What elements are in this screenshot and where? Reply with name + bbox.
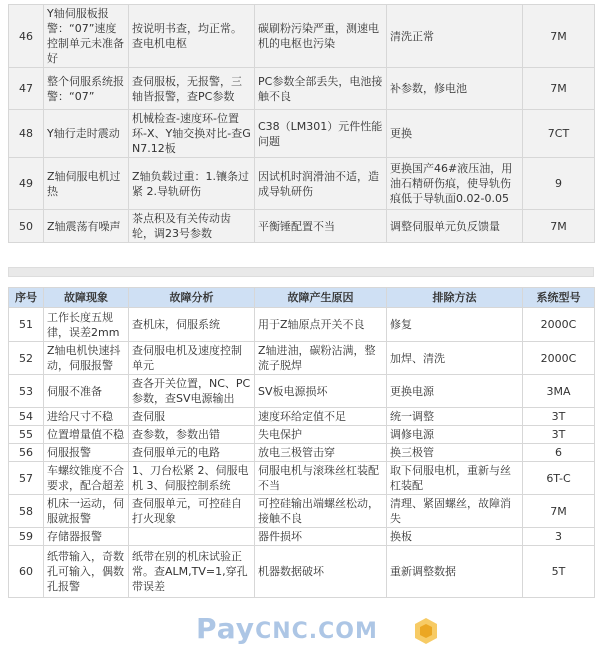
table-row bbox=[9, 528, 595, 546]
header-analysis: 故障分析 bbox=[129, 288, 255, 308]
row-model: 3T bbox=[523, 426, 595, 444]
row-fix: 取下伺服电机，重新与丝杠装配 bbox=[387, 462, 523, 495]
table-row bbox=[9, 444, 595, 462]
row-fix: 重新调整数据 bbox=[387, 546, 523, 598]
row-model: 6 bbox=[523, 444, 595, 462]
row-num: 59 bbox=[9, 528, 44, 546]
section-divider-bar bbox=[8, 267, 594, 277]
table-row bbox=[9, 375, 595, 408]
row-fix: 调修电源 bbox=[387, 426, 523, 444]
row-cause: 碳刷粉污染严重，测速电机的电枢也污染 bbox=[255, 5, 387, 68]
row-cause: 机器数据破坏 bbox=[255, 546, 387, 598]
table-header-row bbox=[9, 288, 595, 308]
row-model: 2000C bbox=[523, 342, 595, 375]
row-num: 60 bbox=[9, 546, 44, 598]
table-row bbox=[9, 68, 595, 110]
row-num: 52 bbox=[9, 342, 44, 375]
row-model: 7M bbox=[523, 5, 595, 68]
fault-table-main bbox=[8, 287, 595, 598]
table-row bbox=[9, 546, 595, 598]
row-cause: 速度环给定值不足 bbox=[255, 408, 387, 426]
row-model: 7M bbox=[523, 68, 595, 110]
row-fix: 清理、紧固螺丝，故障消失 bbox=[387, 495, 523, 528]
table-row bbox=[9, 210, 595, 243]
row-analysis: 按说明书查，均正常。查电机电枢 bbox=[129, 5, 255, 68]
row-num: 49 bbox=[9, 158, 44, 210]
header-symptom: 故障现象 bbox=[44, 288, 129, 308]
row-symptom: 伺服报警 bbox=[44, 444, 129, 462]
watermark-brand: Pay bbox=[196, 612, 256, 645]
header-num: 序号 bbox=[9, 288, 44, 308]
row-num: 46 bbox=[9, 5, 44, 68]
row-analysis: Z轴负载过重：1.镶条过紧 2.导轨研伤 bbox=[129, 158, 255, 210]
row-fix: 加焊、清洗 bbox=[387, 342, 523, 375]
table-row bbox=[9, 158, 595, 210]
row-symptom: 纸带输入，奇数孔可输入，偶数孔报警 bbox=[44, 546, 129, 598]
row-analysis bbox=[129, 528, 255, 546]
row-model: 5T bbox=[523, 546, 595, 598]
row-model: 7CT bbox=[523, 110, 595, 158]
row-fix: 修复 bbox=[387, 308, 523, 342]
row-symptom: 车螺纹锥度不合要求，配合超差 bbox=[44, 462, 129, 495]
table-row bbox=[9, 342, 595, 375]
row-analysis: 机械检查-速度环-位置环-X、Y轴交换对比-查GN7.12板 bbox=[129, 110, 255, 158]
row-num: 55 bbox=[9, 426, 44, 444]
row-symptom: Z轴伺服电机过热 bbox=[44, 158, 129, 210]
row-symptom: 工作长度五规律，误差2mm bbox=[44, 308, 129, 342]
row-analysis: 查伺服单元的电路 bbox=[129, 444, 255, 462]
row-analysis: 查机床，伺服系统 bbox=[129, 308, 255, 342]
row-cause: Z轴进油，碳粉沾满，整流子脱焊 bbox=[255, 342, 387, 375]
watermark-domain: CNC.COM bbox=[255, 619, 378, 644]
row-fix: 清洗正常 bbox=[387, 5, 523, 68]
row-cause: 因试机时润滑油不适，造成导轨研伤 bbox=[255, 158, 387, 210]
row-analysis: 查伺服电机及速度控制单元 bbox=[129, 342, 255, 375]
row-fix: 调整伺服单元负反馈量 bbox=[387, 210, 523, 243]
row-symptom: 整个伺服系统报警：“07” bbox=[44, 68, 129, 110]
table-row bbox=[9, 495, 595, 528]
row-symptom: 伺服不准备 bbox=[44, 375, 129, 408]
row-num: 57 bbox=[9, 462, 44, 495]
row-cause: 用于Z轴原点开关不良 bbox=[255, 308, 387, 342]
row-fix: 更换电源 bbox=[387, 375, 523, 408]
row-cause: SV板电源损坏 bbox=[255, 375, 387, 408]
header-fix: 排除方法 bbox=[387, 288, 523, 308]
row-symptom: Z轴震荡有噪声 bbox=[44, 210, 129, 243]
table-row bbox=[9, 426, 595, 444]
row-cause: 放电三极管击穿 bbox=[255, 444, 387, 462]
row-symptom: 位置增量值不稳 bbox=[44, 426, 129, 444]
row-model: 3MA bbox=[523, 375, 595, 408]
row-symptom: 机床一运动，伺服就报警 bbox=[44, 495, 129, 528]
row-fix: 换三极管 bbox=[387, 444, 523, 462]
fault-table-upper bbox=[8, 4, 595, 243]
row-cause: PC参数全部丢失，电池接触不良 bbox=[255, 68, 387, 110]
row-model: 7M bbox=[523, 495, 595, 528]
row-num: 58 bbox=[9, 495, 44, 528]
watermark-text bbox=[196, 612, 378, 645]
row-cause: 平衡锤配置不当 bbox=[255, 210, 387, 243]
table-row bbox=[9, 408, 595, 426]
row-fix: 换板 bbox=[387, 528, 523, 546]
row-analysis: 查参数，参数出错 bbox=[129, 426, 255, 444]
row-model: 6T-C bbox=[523, 462, 595, 495]
table-row bbox=[9, 462, 595, 495]
row-num: 48 bbox=[9, 110, 44, 158]
row-num: 54 bbox=[9, 408, 44, 426]
row-analysis: 纸带在别的机床试验正常。查ALM,TV=1,穿孔带误差 bbox=[129, 546, 255, 598]
watermark-logo-icon bbox=[413, 616, 439, 646]
row-symptom: Y轴伺服板报警：“07”速度控制单元未准备好 bbox=[44, 5, 129, 68]
row-num: 50 bbox=[9, 210, 44, 243]
table-row bbox=[9, 5, 595, 68]
row-symptom: 存储器报警 bbox=[44, 528, 129, 546]
row-model: 2000C bbox=[523, 308, 595, 342]
row-cause: 失电保护 bbox=[255, 426, 387, 444]
row-model: 3 bbox=[523, 528, 595, 546]
row-cause: 伺服电机与滚珠丝杠装配不当 bbox=[255, 462, 387, 495]
table-row bbox=[9, 110, 595, 158]
row-symptom: 进给尺寸不稳 bbox=[44, 408, 129, 426]
header-cause: 故障产生原因 bbox=[255, 288, 387, 308]
row-fix: 更换国产46#液压油，用油石精研伤痕，使导轨伤痕低于导轨面0.02-0.05 bbox=[387, 158, 523, 210]
row-num: 56 bbox=[9, 444, 44, 462]
row-model: 7M bbox=[523, 210, 595, 243]
header-model: 系统型号 bbox=[523, 288, 595, 308]
row-analysis: 查各开关位置，NC、PC参数，查SV电源输出 bbox=[129, 375, 255, 408]
row-symptom: Z轴电机快速抖动，伺服报警 bbox=[44, 342, 129, 375]
row-analysis: 查伺服 bbox=[129, 408, 255, 426]
row-num: 51 bbox=[9, 308, 44, 342]
row-model: 9 bbox=[523, 158, 595, 210]
row-cause: 可控硅输出端螺丝松动，接触不良 bbox=[255, 495, 387, 528]
row-num: 53 bbox=[9, 375, 44, 408]
row-analysis: 查伺服单元，可控硅自打火现象 bbox=[129, 495, 255, 528]
row-cause: C38（LM301）元件性能问题 bbox=[255, 110, 387, 158]
row-fix: 补参数，修电池 bbox=[387, 68, 523, 110]
row-model: 3T bbox=[523, 408, 595, 426]
row-symptom: Y轴行走时震动 bbox=[44, 110, 129, 158]
row-analysis: 查伺服板，无报警，三轴皆报警，查PC参数 bbox=[129, 68, 255, 110]
row-fix: 统一调整 bbox=[387, 408, 523, 426]
table-row bbox=[9, 308, 595, 342]
row-analysis: 茶点积及有关传动齿轮，调23号参数 bbox=[129, 210, 255, 243]
row-analysis: 1、刀台松紧 2、伺服电机 3、伺服控制系统 bbox=[129, 462, 255, 495]
row-fix: 更换 bbox=[387, 110, 523, 158]
row-num: 47 bbox=[9, 68, 44, 110]
row-cause: 器件损坏 bbox=[255, 528, 387, 546]
